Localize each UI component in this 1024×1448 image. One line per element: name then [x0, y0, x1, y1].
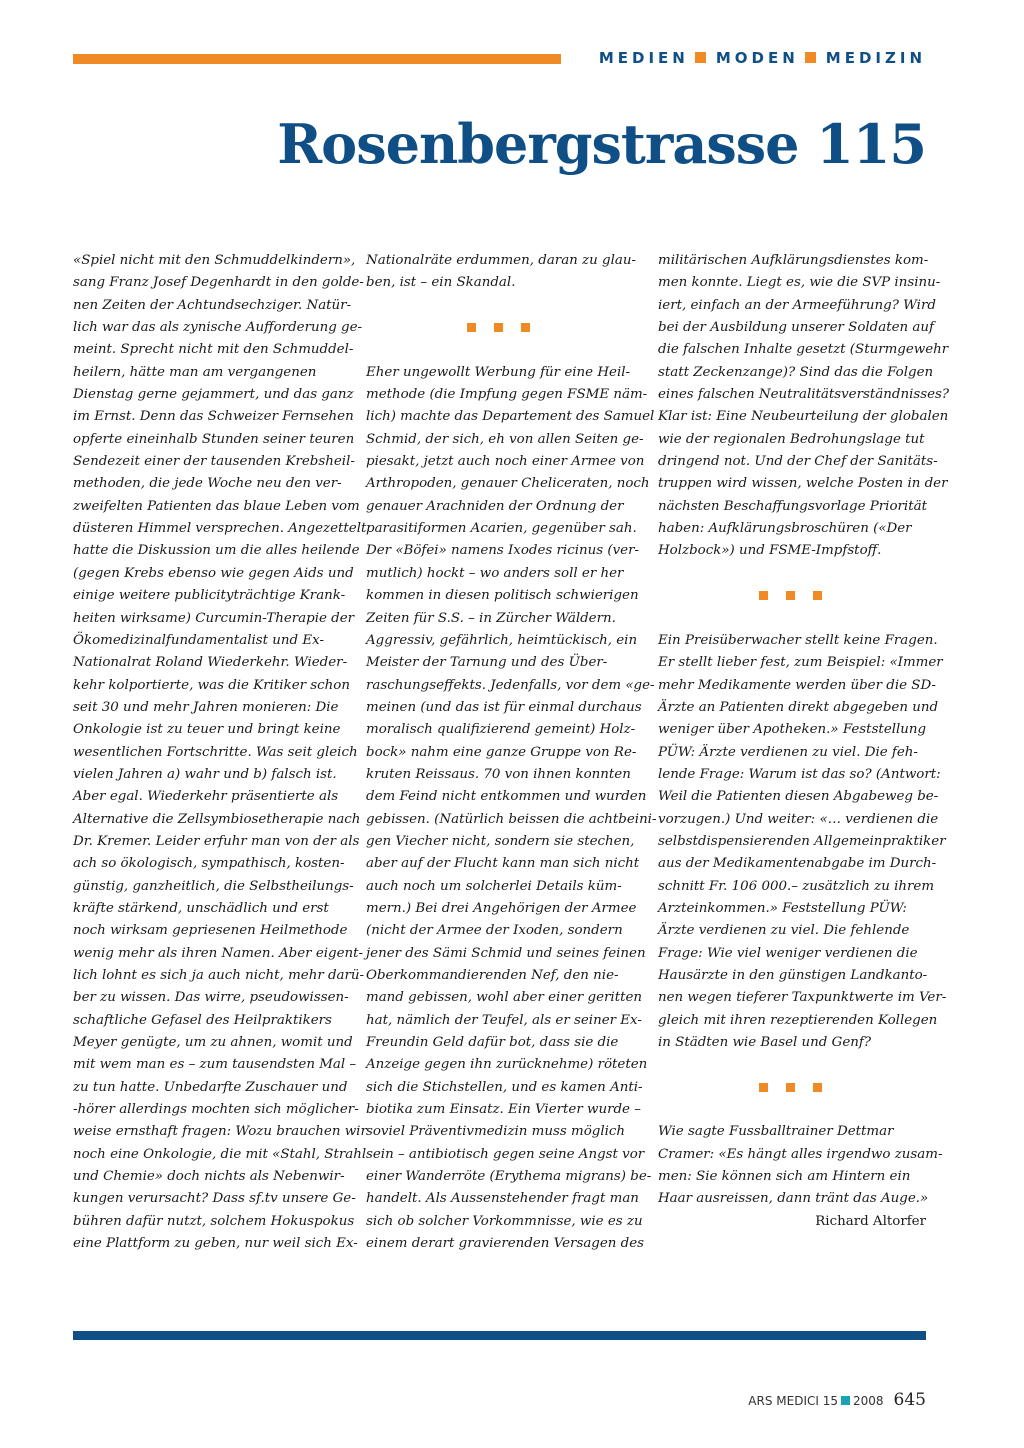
text-line: Meister der Tarnung und des Über-	[366, 655, 608, 671]
text-line: sich die Stichstellen, und es kamen Anti-	[366, 1079, 643, 1095]
text-line: mehr Medikamente werden über die SD-	[658, 677, 936, 693]
text-line: piesakt, jetzt auch noch einer Armee von	[366, 454, 645, 470]
text-line: mand gebissen, wohl aber einer geritten	[366, 990, 643, 1006]
text-line: Weil die Patienten diesen Abgabeweg be-	[658, 789, 939, 805]
text-line: moralisch qualifizierend gemeint) Holz-	[366, 722, 636, 738]
text-line: düsteren Himmel versprechen. Angezettelt	[73, 521, 367, 537]
text-line: einige weitere publicityträchtige Krank-	[73, 588, 346, 604]
page-number: 645	[893, 1390, 926, 1410]
text-line: Der «Böfei» namens Ixodes ricinus (ver-	[366, 543, 640, 559]
text-line: Alternative die Zellsymbiosetherapie nach	[73, 811, 361, 827]
text-line: truppen wird wissen, welche Posten in der	[658, 476, 948, 492]
text-line: seit 30 und mehr Jahren monieren: Die	[73, 699, 339, 715]
text-line: gebissen. (Natürlich beissen die achtbeini-	[366, 811, 657, 827]
text-line: mern.) Bei drei Angehörigen der Armee	[366, 900, 637, 916]
text-line: Ein Preisüberwacher stellt keine Fragen.	[658, 632, 938, 648]
text-line: zu tun hatte. Unbedarfte Zuschauer und	[73, 1079, 348, 1095]
text-line: militärischen Aufklärungsdienstes kom-	[658, 253, 929, 268]
text-line: zweifelten Patienten das blaue Leben vom	[73, 498, 360, 514]
page-title: Rosenbergstrasse 115	[277, 112, 926, 176]
text-line: kommen in diesen politisch schwierigen	[366, 588, 639, 604]
column-2-text-a	[366, 250, 636, 295]
text-line: jener des Sämi Schmid und seines feinen	[366, 945, 646, 961]
text-line: heilern, hätte man am vergangenen	[73, 364, 317, 380]
text-line: Haar ausreissen, dann tränt das Auge.»	[658, 1191, 929, 1207]
text-line: und Chemie» doch nichts als Nebenwir-	[73, 1169, 345, 1185]
text-line: bei der Ausbildung unserer Soldaten auf	[658, 320, 934, 336]
text-line: dringend not. Und der Chef der Sanitäts-	[658, 454, 938, 470]
text-line: Arthropoden, genauer Cheliceraten, noch	[366, 476, 650, 492]
text-line: einem derart gravierenden Versagen des	[366, 1236, 645, 1252]
text-line: einer Wanderröte (Erythema migrans) be-	[366, 1169, 652, 1185]
column-2-text-b	[366, 362, 657, 1256]
text-line: Klar ist: Eine Neubeurteilung der globalen	[658, 409, 949, 425]
separator-square-icon	[813, 1083, 822, 1092]
text-line: Hausärzte in den günstigen Landkanto-	[658, 968, 928, 983]
section-separator	[366, 317, 630, 339]
text-line: in Städten wie Basel und Genf?	[658, 1035, 872, 1051]
text-line: handelt. Als Aussenstehender fragt man	[366, 1191, 639, 1207]
text-line: Aber egal. Wiederkehr präsentierte als	[73, 789, 339, 805]
text-line: vorzugen.) Und weiter: «… verdienen die	[658, 811, 939, 827]
text-line: Eher ungewollt Werbung für eine Heil-	[366, 364, 631, 380]
text-line: weniger über Apotheken.» Feststellung	[658, 722, 927, 738]
kicker-medien: MEDIEN	[598, 49, 689, 67]
text-line: Meyer genügte, um zu ahnen, womit und	[73, 1035, 353, 1051]
text-line: Sendezeit einer der tausenden Krebsheil-	[73, 454, 355, 470]
text-line: nächsten Beschaffungsvorlage Priorität	[658, 498, 927, 514]
text-line: parasitiformen Acarien, gegenüber sah.	[366, 521, 637, 537]
text-line: Ökomedizinalfundamentalist und Ex-	[73, 632, 324, 648]
text-line: men: Sie können sich am Hintern ein	[658, 1169, 911, 1185]
author-signature: Richard Altorfer	[815, 1213, 926, 1229]
kicker-moden: MODEN	[715, 49, 799, 67]
text-line: schaftliche Gefasel des Heilpraktikers	[73, 1012, 332, 1028]
text-line: kehr kolportierte, was die Kritiker schon	[73, 677, 350, 693]
separator-square-icon	[786, 591, 795, 600]
text-line: wesentlichen Fortschritte. Was seit gleich	[73, 744, 358, 760]
section-kicker	[599, 49, 926, 67]
separator-square-icon	[786, 1083, 795, 1092]
text-line: Ärzte an Patienten direkt abgegeben und	[658, 699, 939, 715]
text-line: bühren dafür nutzt, solchem Hokuspokus	[73, 1213, 355, 1229]
text-line: Er stellt lieber fest, zum Beispiel: «Immer	[658, 655, 943, 671]
text-line: Dr. Kremer. Leider erfuhr man von der als	[73, 833, 360, 849]
column-3-text-c	[658, 1121, 943, 1210]
kicker-medizin: MEDIZIN	[825, 49, 926, 67]
text-line: (gegen Krebs ebenso wie gegen Aids und	[73, 565, 354, 581]
text-line: hatte die Diskussion um die alles heilende	[73, 543, 360, 559]
text-line: men konnte. Liegt es, wie die SVP insinu-	[658, 275, 941, 291]
bottom-blue-rule	[73, 1331, 926, 1340]
text-line: heiten wirksame) Curcumin-Therapie der	[73, 610, 355, 626]
text-line: sein – antibiotisch gegen seine Angst vor	[366, 1146, 645, 1162]
text-line: Schmid, der sich, eh von allen Seiten ge-	[366, 431, 644, 447]
text-line: Onkologie ist zu teuer und bringt keine	[73, 722, 341, 738]
top-orange-rule	[73, 54, 561, 64]
text-line: Zeiten für S.S. – in Zürcher Wäldern.	[366, 610, 616, 626]
text-line: mit wem man es – zum tausendsten Mal –	[73, 1057, 357, 1073]
text-line: nen wegen tieferer Taxpunktwerte im Ver-	[658, 990, 947, 1006]
text-line: im Ernst. Denn das Schweizer Fernsehen	[73, 409, 354, 425]
column-3-text-b	[658, 630, 947, 1055]
text-line: nen Zeiten der Achtundsechziger. Natür-	[73, 297, 352, 313]
text-line: wenig mehr als ihren Namen. Aber eigent-	[73, 945, 364, 961]
text-line: kungen verursacht? Dass sf.tv unsere Ge-	[73, 1191, 356, 1207]
section-separator	[658, 1077, 922, 1099]
footer-year: 2008	[853, 1394, 884, 1408]
text-line: Nationalrat Roland Wiederkehr. Wieder-	[73, 655, 348, 671]
text-line: Cramer: «Es hängt alles irgendwo zusam-	[658, 1146, 943, 1162]
kicker-square-icon	[695, 52, 706, 63]
article-column-3	[658, 250, 950, 1233]
text-line: noch wirksam gepriesenen Heilmethode	[73, 923, 348, 939]
text-line: sang Franz Josef Degenhardt in den golde-	[73, 275, 364, 291]
text-line: auch noch um solcherlei Details küm-	[366, 878, 622, 894]
text-line: Ärzte verdienen zu viel. Die fehlende	[658, 923, 910, 939]
section-separator	[658, 585, 922, 607]
text-line: -hörer allerdings mochten sich möglicher-	[73, 1102, 359, 1118]
text-line: statt Zeckenzange)? Sind das die Folgen	[658, 364, 934, 380]
text-line: Nationalräte erdummen, daran zu glau-	[366, 253, 636, 268]
footer-journal: ARS MEDICI 15	[748, 1394, 838, 1408]
text-line: vielen Jahren a) wahr und b) falsch ist.	[73, 766, 337, 782]
text-line: gleich mit ihren rezeptierenden Kollegen	[658, 1012, 938, 1028]
separator-square-icon	[521, 323, 530, 332]
text-line: hat, nämlich der Teufel, als er seiner Ex-	[366, 1012, 642, 1028]
text-line: noch eine Onkologie, die mit «Stahl, Strahl	[73, 1146, 367, 1162]
text-line: Holzbock») und FSME-Impfstoff.	[658, 543, 882, 559]
text-line: sich ob solcher Vorkommnisse, wie es zu	[366, 1213, 643, 1229]
text-line: aber auf der Flucht kann man sich nicht	[366, 856, 640, 872]
separator-square-icon	[759, 1083, 768, 1092]
text-line: (nicht der Armee der Ixoden, sondern	[366, 923, 623, 939]
text-line: «Spiel nicht mit den Schmuddelkindern»,	[73, 253, 356, 268]
text-line: kräfte stärkend, unschädlich und erst	[73, 900, 329, 916]
text-line: ber zu wissen. Das wirre, pseudowissen-	[73, 990, 349, 1006]
text-line: lich) machte das Departement des Samuel	[366, 409, 655, 425]
text-line: ach so ökologisch, sympathisch, kosten-	[73, 856, 345, 872]
separator-square-icon	[813, 591, 822, 600]
text-line: eines falschen Neutralitätsverständnisses?	[658, 387, 950, 403]
text-line: Dienstag gerne gejammert, und das ganz	[73, 387, 354, 403]
text-line: gen Viecher nicht, sondern sie stechen,	[366, 833, 635, 849]
column-1-text	[73, 250, 367, 1255]
text-line: biotika zum Einsatz. Ein Vierter wurde –	[366, 1102, 641, 1118]
text-line: günstig, ganzheitlich, die Selbstheilungs-	[73, 878, 354, 894]
text-line: kruten Reissaus. 70 von ihnen konnten	[366, 766, 631, 782]
text-line: meint. Sprecht nicht mit den Schmuddel-	[73, 342, 354, 358]
text-line: selbstdispensierenden Allgemeinpraktiker	[658, 833, 946, 849]
text-line: ben, ist – ein Skandal.	[366, 275, 516, 291]
article-column-2	[366, 250, 657, 1255]
text-line: genauer Arachniden der Ordnung der	[366, 498, 624, 514]
text-line: aus der Medikamentenabgabe im Durch-	[658, 856, 937, 872]
text-line: opferte eineinhalb Stunden seiner teuren	[73, 431, 355, 447]
text-line: Frage: Wie viel weniger verdienen die	[658, 945, 918, 961]
text-line: haben: Aufklärungsbroschüren («Der	[658, 521, 912, 537]
text-line: soviel Präventivmedizin muss möglich	[366, 1124, 626, 1140]
text-line: Wie sagte Fussballtrainer Dettmar	[658, 1124, 894, 1140]
text-line: lende Frage: Warum ist das so? (Antwort:	[658, 766, 941, 782]
text-line: lich war das als zynische Aufforderung ge-	[73, 320, 363, 336]
text-line: iert, einfach an der Armeeführung? Wird	[658, 297, 936, 313]
text-line: schnitt Fr. 106 000.– zusätzlich zu ihrem	[658, 878, 935, 894]
text-line: Oberkommandierenden Nef, den nie-	[366, 968, 619, 983]
separator-square-icon	[494, 323, 503, 332]
text-line: die falschen Inhalte gesetzt (Sturmgewehr	[658, 342, 949, 358]
text-line: Freundin Geld dafür bot, dass sie die	[366, 1035, 619, 1051]
column-3-text-a	[658, 250, 950, 563]
text-line: Anzeige gegen ihn zurücknehme) röteten	[366, 1057, 648, 1073]
text-line: methode (die Impfung gegen FSME näm-	[366, 387, 648, 403]
page-footer	[748, 1390, 926, 1410]
text-line: bock» nahm eine ganze Gruppe von Re-	[366, 744, 637, 760]
text-line: meinen (und das ist für einmal durchaus	[366, 699, 642, 715]
text-line: dem Feind nicht entkommen und wurden	[366, 789, 647, 805]
text-line: eine Plattform zu geben, nur weil sich Ex-	[73, 1236, 358, 1252]
text-line: Aggressiv, gefährlich, heimtückisch, ein	[366, 632, 638, 648]
text-line: raschungseffekts. Jedenfalls, vor dem «ge-	[366, 677, 655, 693]
text-line: mutlich) hockt – wo anders soll er her	[366, 565, 624, 581]
article-column-1	[73, 250, 367, 1255]
separator-square-icon	[467, 323, 476, 332]
text-line: weise ernsthaft fragen: Wozu brauchen wir	[73, 1124, 367, 1140]
separator-square-icon	[759, 591, 768, 600]
text-line: PÜW: Ärzte verdienen zu viel. Die feh-	[658, 744, 918, 760]
text-line: Arzteinkommen.» Feststellung PÜW:	[658, 900, 907, 916]
text-line: lich lohnt es sich ja auch nicht, mehr darü-	[73, 968, 365, 983]
kicker-square-icon	[805, 52, 816, 63]
footer-square-icon	[841, 1396, 850, 1405]
text-line: methoden, die jede Woche neu den ver-	[73, 476, 342, 492]
text-line: wie der regionalen Bedrohungslage tut	[658, 431, 925, 447]
